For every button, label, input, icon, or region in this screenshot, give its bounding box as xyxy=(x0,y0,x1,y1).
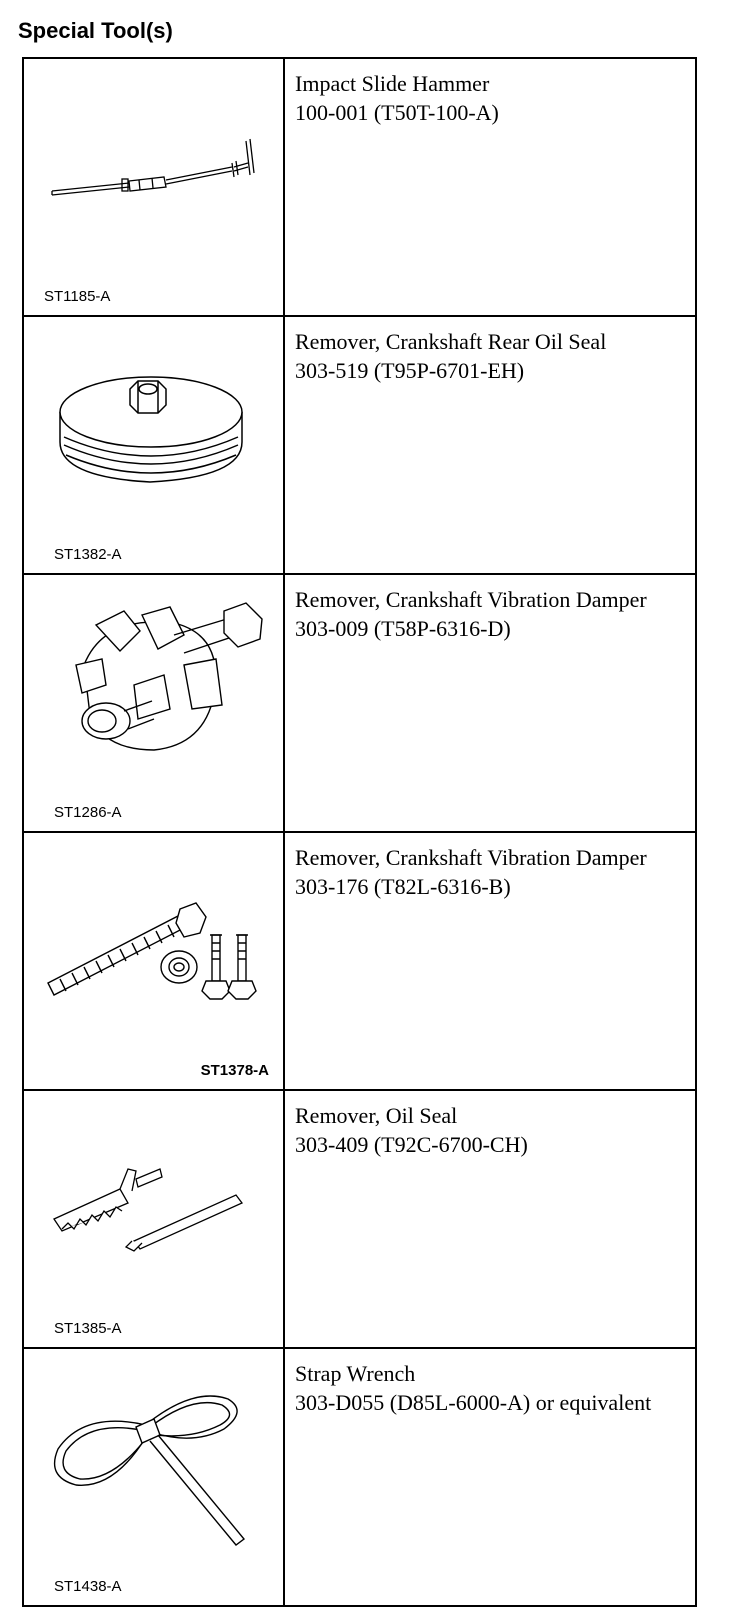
oil-seal-remover-icon xyxy=(24,1091,283,1337)
tool-description-cell xyxy=(284,1090,696,1348)
tool-illustration-cell xyxy=(23,58,284,316)
tool-description-cell xyxy=(284,316,696,574)
table-row xyxy=(23,58,696,316)
tool-code: ST1385-A xyxy=(54,1320,122,1337)
tool-part-number: 303-D055 (D85L-6000-A) or equivalent xyxy=(295,1390,652,1415)
tool-name: Remover, Crankshaft Rear Oil Seal xyxy=(295,329,607,354)
special-tools-table xyxy=(22,57,697,1607)
table-row xyxy=(23,832,696,1090)
damper-puller-icon xyxy=(24,575,283,821)
tool-part-number: 303-009 (T58P-6316-D) xyxy=(295,616,511,641)
slide-hammer-icon xyxy=(24,59,283,305)
tool-illustration-cell xyxy=(23,1090,284,1348)
tool-name: Impact Slide Hammer xyxy=(295,71,490,96)
tool-description-cell xyxy=(284,58,696,316)
tool-illustration-cell xyxy=(23,574,284,832)
table-row xyxy=(23,1348,696,1606)
tool-name: Remover, Crankshaft Vibration Damper xyxy=(295,587,647,612)
tool-part-number: 303-176 (T82L-6316-B) xyxy=(295,874,511,899)
table-row xyxy=(23,316,696,574)
strap-wrench-icon xyxy=(24,1349,283,1595)
seal-remover-icon xyxy=(24,317,283,563)
tool-code: ST1382-A xyxy=(54,546,122,563)
table-row xyxy=(23,574,696,832)
tool-description-cell xyxy=(284,832,696,1090)
tool-part-number: 303-519 (T95P-6701-EH) xyxy=(295,358,525,383)
tool-code: ST1378-A xyxy=(200,1062,269,1079)
tool-part-number: 100-001 (T50T-100-A) xyxy=(295,100,499,125)
tool-illustration-cell xyxy=(23,1348,284,1606)
tool-illustration-cell xyxy=(23,316,284,574)
tool-name: Remover, Oil Seal xyxy=(295,1103,458,1128)
table-row xyxy=(23,1090,696,1348)
puller-screw-bolts-icon xyxy=(24,833,283,1079)
tool-part-number: 303-409 (T92C-6700-CH) xyxy=(295,1132,528,1157)
tool-code: ST1438-A xyxy=(54,1578,122,1595)
tool-description-cell xyxy=(284,1348,696,1606)
tool-name: Strap Wrench xyxy=(295,1361,416,1386)
tool-illustration-cell xyxy=(23,832,284,1090)
tool-description-cell xyxy=(284,574,696,832)
tool-code: ST1286-A xyxy=(54,804,122,821)
page-title: Special Tool(s) xyxy=(18,18,173,43)
tool-code: ST1185-A xyxy=(44,288,111,305)
tool-name: Remover, Crankshaft Vibration Damper xyxy=(295,845,647,870)
